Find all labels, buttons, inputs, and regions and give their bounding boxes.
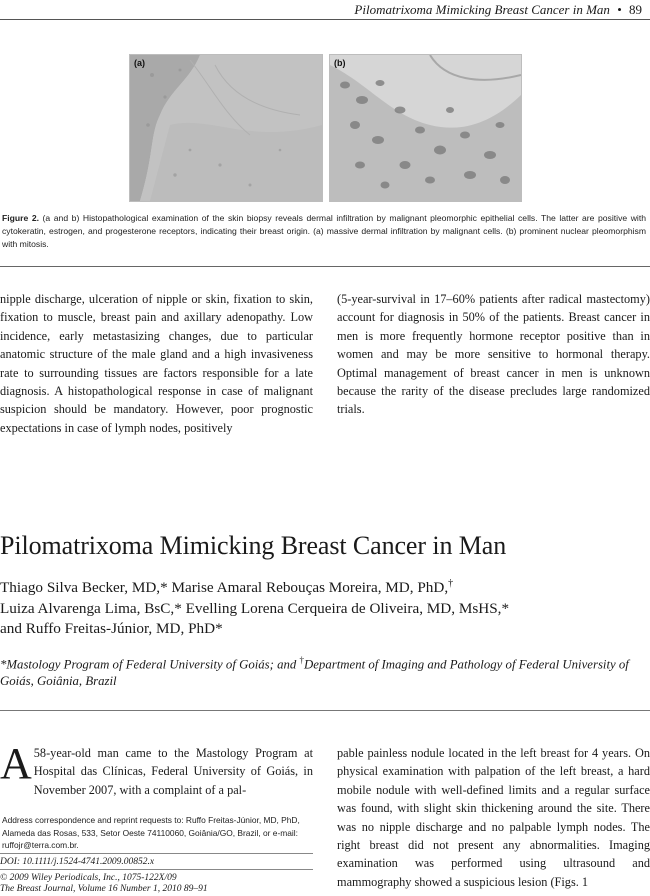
article-body-left-paragraph (0, 739, 313, 799)
article-body-left-column (0, 739, 313, 799)
prev-article-left-column (0, 290, 313, 437)
panel-b-label: (b) (334, 58, 346, 68)
header-rule (0, 19, 650, 20)
authors-line-1-text: Thiago Silva Becker, MD,* Marise Amaral Rebouças Moreira, MD, PhD, (0, 579, 449, 597)
histology-image-b (330, 55, 521, 201)
authors-line-1-mark: † (448, 578, 454, 589)
figure-panel-a (129, 54, 323, 202)
drop-cap: A (0, 739, 32, 788)
affiliation-mark: † (299, 655, 305, 665)
footnote-rule-2 (0, 869, 313, 870)
affiliation (0, 652, 650, 689)
figure-caption-text: (a and b) Histopathological examination of the skin biopsy reveals dermal infiltration by malignant pleomorphic epithelial cells. The latter are positive with cytokeratin, estrogen, and progesterone receptors, indicating their breast origin. (a) massive dermal infiltration by malignant cells. (b) prominent nuclear pleomorphism with mitosis. (2, 213, 646, 249)
figure-caption (2, 212, 646, 251)
article-body-right-text: pable painless nodule located in the left breast for 4 years. On physical examination with palpation of the left breast, a hard mobile nodule with well-defined limits and a regular surface was found, with slight skin thickening around the site. There was no nipple discharge and no palpable lymph nodes. The right breast did not present any abnormalities. Imaging examination was performed using ultrasound and mammography showed a suspicious lesion (Figs. 1 (337, 746, 650, 889)
running-head-title: Pilomatrixoma Mimicking Breast Cancer in Man (354, 2, 610, 17)
caption-rule (0, 266, 650, 267)
panel-a-label: (a) (134, 58, 145, 68)
copyright: © 2009 Wiley Periodicals, Inc., 1075-122X/09 (0, 873, 177, 883)
authors-line-3: and Ruffo Freitas-Júnior, MD, PhD* (0, 620, 223, 638)
correspondence-note: Address correspondence and reprint requests to: Ruffo Freitas-Júnior, MD, PhD, Alameda das Rosas, 533, Setor Oeste 74110060, Goiânia/GO, Brazil, or e-mail: ruffojr@terra.com.br. (2, 815, 300, 851)
histology-image-a (130, 55, 322, 201)
article-title: Pilomatrixoma Mimicking Breast Cancer in Man (0, 531, 507, 560)
authors-line-1 (0, 574, 650, 599)
journal-citation: The Breast Journal, Volume 16 Number 1, 2010 89–91 (0, 884, 208, 894)
figure-caption-label: Figure 2. (2, 213, 39, 223)
figure-panel-b (329, 54, 522, 202)
authors-line-2: Luiza Alvarenga Lima, BsC,* Evelling Lorena Cerqueira de Oliveira, MD, MsHS,* (0, 599, 510, 617)
running-head-bullet: • (617, 2, 622, 17)
doi: DOI: 10.1111/j.1524-4741.2009.00852.x (0, 857, 155, 867)
affiliation-part-2: Department of Imaging and Pathology of Federal University of Goiás, Goiânia, Brazil (0, 657, 629, 688)
affiliation-part-1: *Mastology Program of Federal University of Goiás; and (0, 657, 300, 672)
page-number: 89 (629, 2, 642, 17)
affiliation-rule (0, 710, 650, 711)
prev-article-right-column (337, 290, 650, 419)
prev-article-left-text: nipple discharge, ulceration of nipple or skin, fixation to skin, fixation to muscle, breast pain and axillary adenopathy. Low incidence, early metastasizing changes, due to particular anatomic structure of the male gland and a high invasiveness rate to surrounding tissues are factors responsible for a late diagnosis. A histopathological response in case of malignant suspicion should be mandatory. However, poor prognostic expectations in case of lymph nodes, positively (0, 292, 313, 435)
article-body-left-text: 58-year-old man came to the Mastology Program at Hospital das Clínicas, Federal University of Goiás, in November 2007, with a complaint of a pal- (33, 746, 313, 797)
article-body-right-column (337, 744, 650, 891)
footnote-rule (0, 853, 313, 854)
running-head (354, 2, 642, 18)
authors (0, 574, 650, 640)
prev-article-right-text: (5-year-survival in 17–60% patients after radical mastectomy) account for diagnosis in 50% of the patients. Breast cancer in men is more frequently hormone receptor positive than in women and may be more sensitive to hormonal therapy. Optimal management of breast cancer in men is unknown because the rarity of the disease precludes large randomized trials. (337, 292, 650, 417)
